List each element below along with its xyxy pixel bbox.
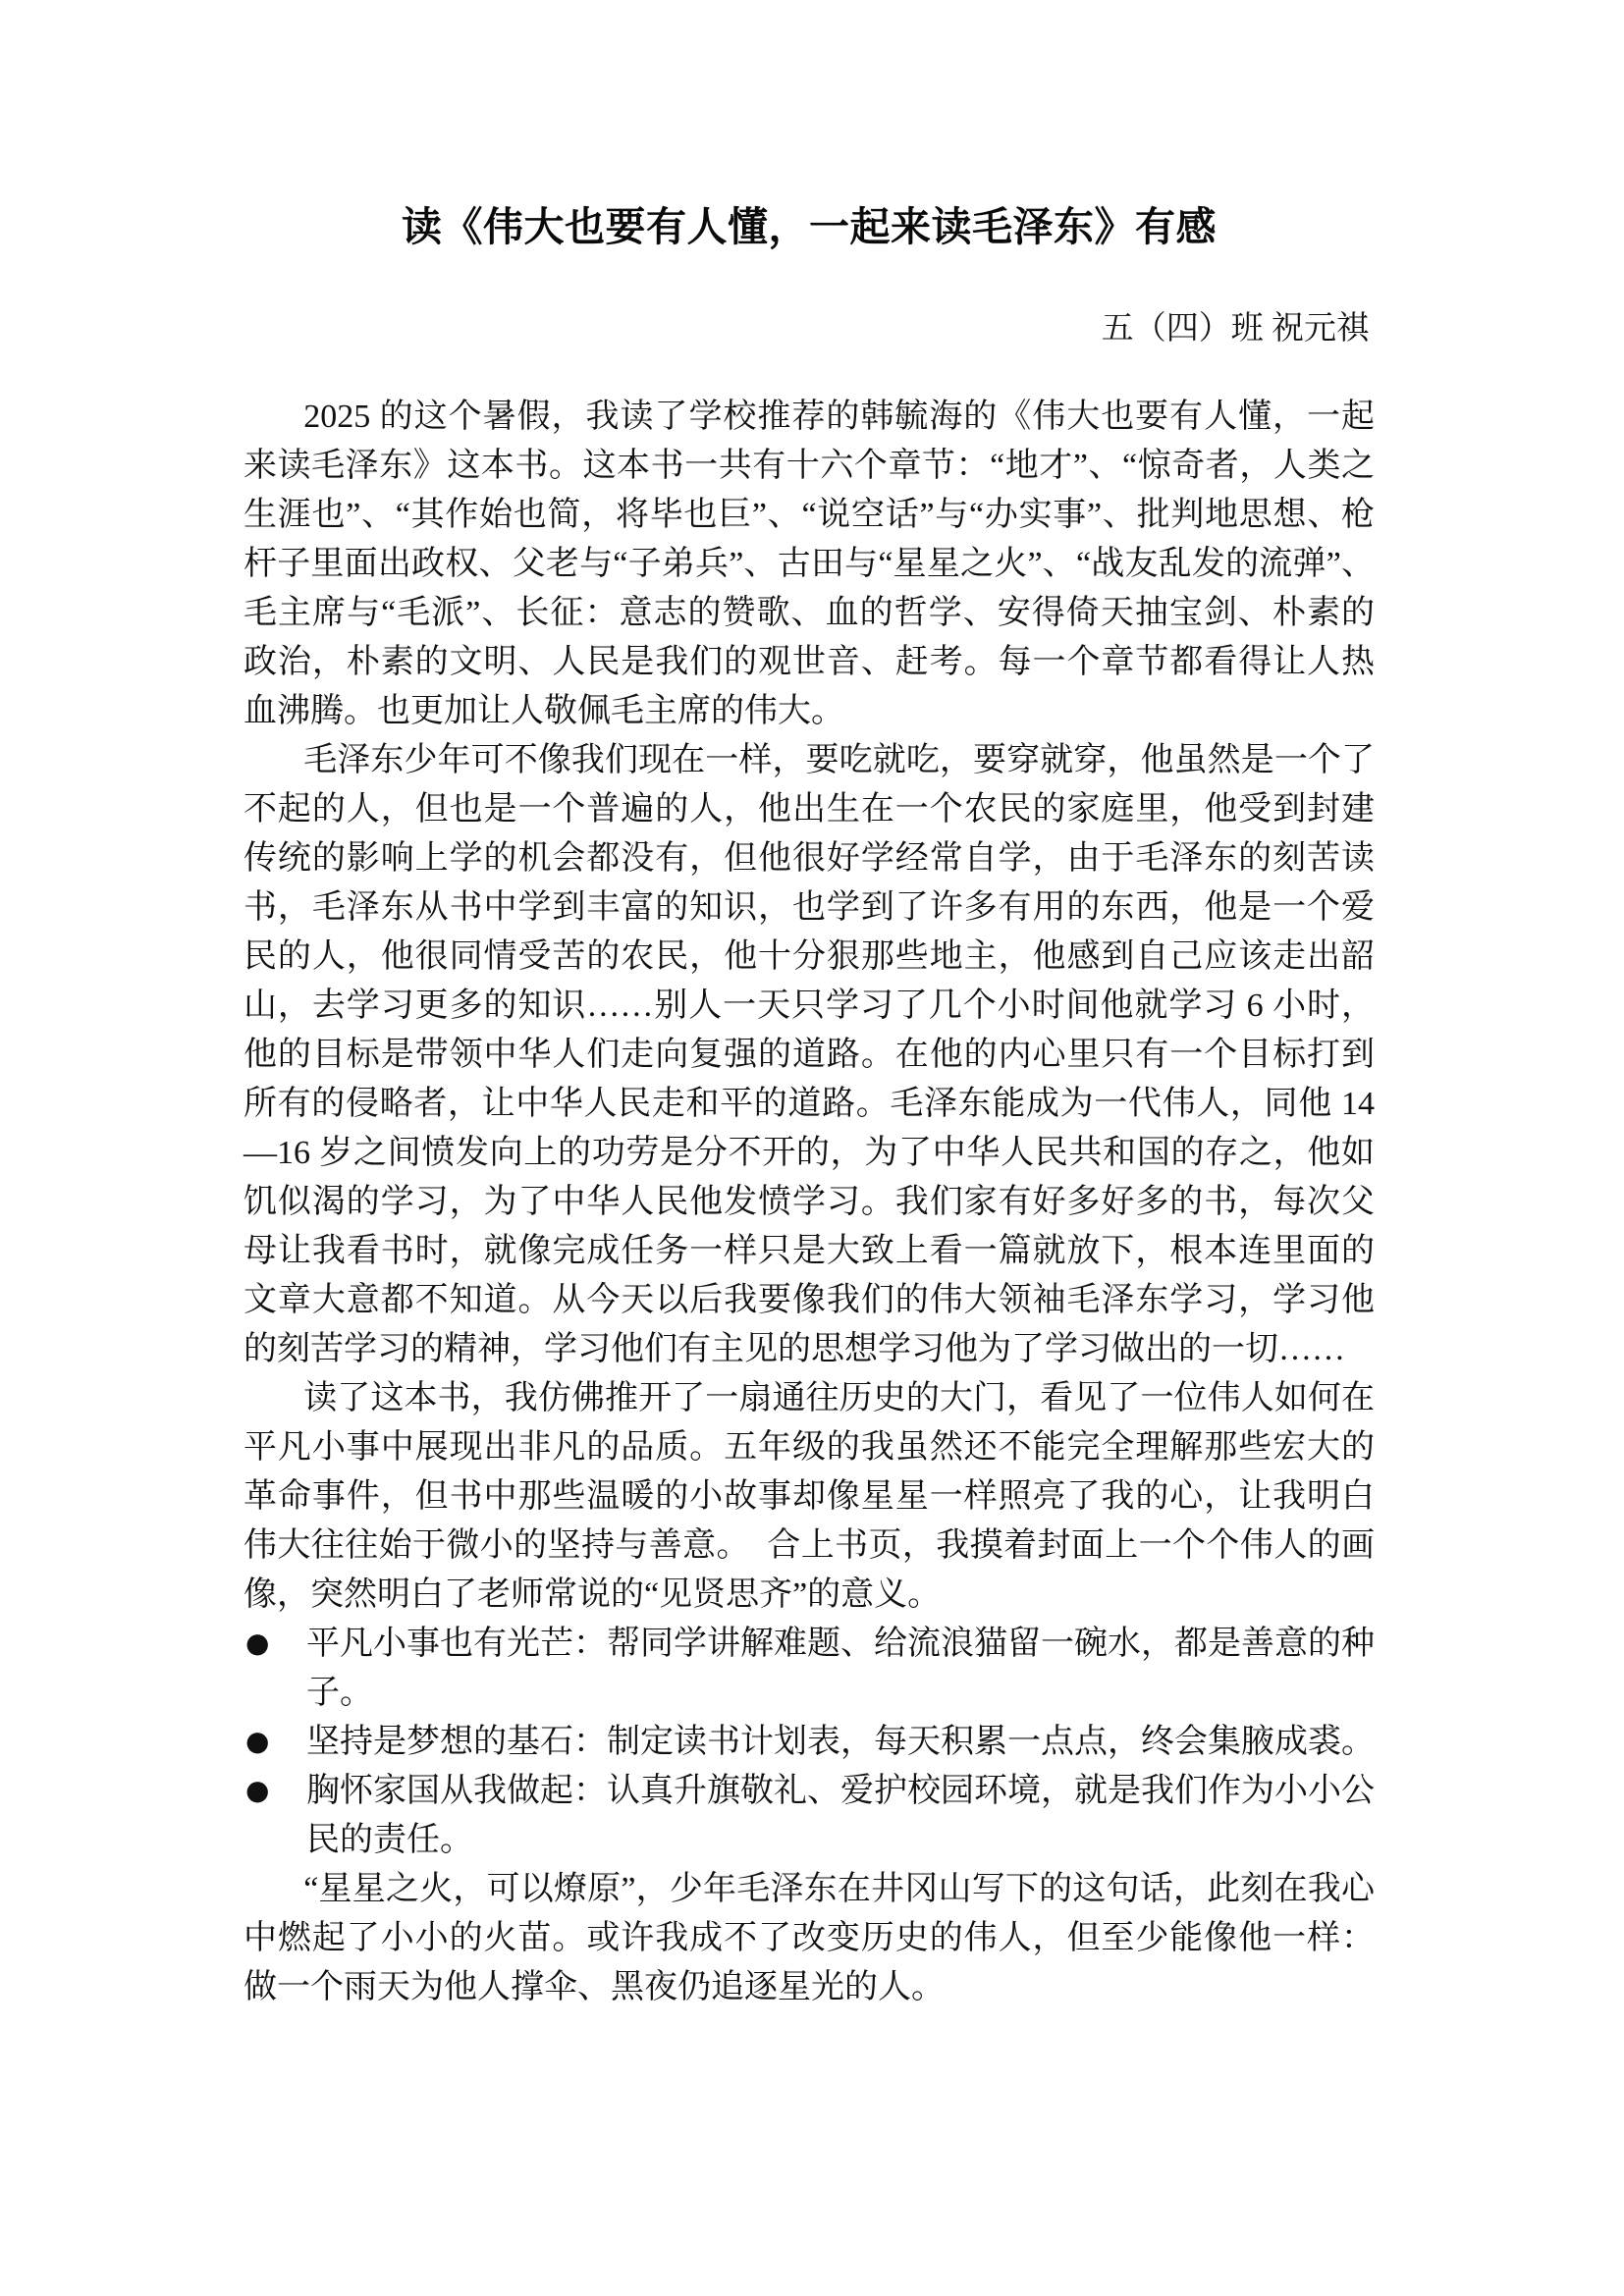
body-paragraph-3: 读了这本书，我仿佛推开了一扇通往历史的大门，看见了一位伟人如何在平凡小事中展现出非凡的品质。五年级的我虽然还不能完全理解那些宏大的革命事件，但书中那些温暖的小故事却像星星一样照亮了我的心，让我明白伟大往往始于微小的坚持与善意。 合上书页，我摸着封面上一个个伟人的画像，突然明白了老师常说的“见贤思齐”的意义。: [244, 1380, 1375, 1613]
bullet-item-1: [244, 1620, 1375, 1718]
essay-title: 读《伟大也要有人懂，一起来读毛泽东》有感: [402, 204, 1217, 249]
bullet-item-2: [244, 1718, 1375, 1767]
body-paragraph-2: 毛泽东少年可不像我们现在一样，要吃就吃，要穿就穿，他虽然是一个了不起的人，但也是一个普遍的人，他出生在一个农民的家庭里，他受到封建传统的影响上学的机会都没有，但他很好学经常自学，由于毛泽东的刻苦读书，毛泽东从书中学到丰富的知识，也学到了许多有用的东西，他是一个爱民的人，他很同情受苦的农民，他十分狠那些地主，他感到自己应该走出韶山，去学习更多的知识……别人一天只学习了几个小时间他就学习 6 小时，他的目标是带领中华人们走向复强的道路。在他的内心里只有一个目标打到所有的侵略者，让中华人民走和平的道路。毛泽东能成为一代伟人，同他 14—16 岁之间愤发向上的功劳是分不开的，为了中华人民共和国的存之，他如饥似渴的学习，为了中华人民他发愤学习。我们家有好多好多的书，每次父母让我看书时，就像完成任务一样只是大致上看一篇就放下，根本连里面的文章大意都不知道。从今天以后我要像我们的伟大领袖毛泽东学习，学习他的刻苦学习的精神，学习他们有主见的思想学习他为了学习做出的一切……: [244, 742, 1375, 1367]
bullet-dot-icon: ●: [245, 1725, 270, 1757]
body-paragraph-1: 2025 的这个暑假，我读了学校推荐的韩毓海的《伟大也要有人懂，一起来读毛泽东》这本书。这本书一共有十六个章节：“地才”、“惊奇者，人类之生涯也”、“其作始也简，将毕也巨”、“说空话”与“办实事”、批判地思想、枪杆子里面出政权、父老与“子弟兵”、古田与“星星之火”、“战友乱发的流弹”、毛主席与“毛派”、长征：意志的赞歌、血的哲学、安得倚天抽宝剑、朴素的政治，朴素的文明、人民是我们的观世音、赶考。每一个章节都看得让人热血沸腾。也更加让人敬佩毛主席的伟大。: [244, 399, 1375, 729]
bullet-list: [244, 1620, 1375, 1865]
document-content: [244, 0, 1375, 2012]
bullet-item-2-text: 坚持是梦想的基石：制定读书计划表，每天积累一点点，终会集腋成裘。: [306, 1724, 1375, 1760]
bullet-dot-icon: ●: [245, 1627, 270, 1659]
essay-body: [244, 393, 1375, 2012]
bullet-dot-icon: ●: [245, 1774, 270, 1806]
author-byline: 五（四）班 祝元祺: [1101, 311, 1369, 347]
bullet-item-1-text: 平凡小事也有光芒：帮同学讲解难题、给流浪猫留一碗水，都是善意的种子。: [306, 1626, 1375, 1711]
closing-paragraph: “星星之火，可以燎原”，少年毛泽东在井冈山写下的这句话，此刻在我心中燃起了小小的火苗。或许我成不了改变历史的伟人，但至少能像他一样：做一个雨天为他人撑伞、黑夜仍追逐星光的人。: [244, 1871, 1375, 2005]
bullet-item-3: [244, 1767, 1375, 1865]
bullet-item-3-text: 胸怀家国从我做起：认真升旗敬礼、爱护校园环境，就是我们作为小小公民的责任。: [306, 1773, 1375, 1858]
